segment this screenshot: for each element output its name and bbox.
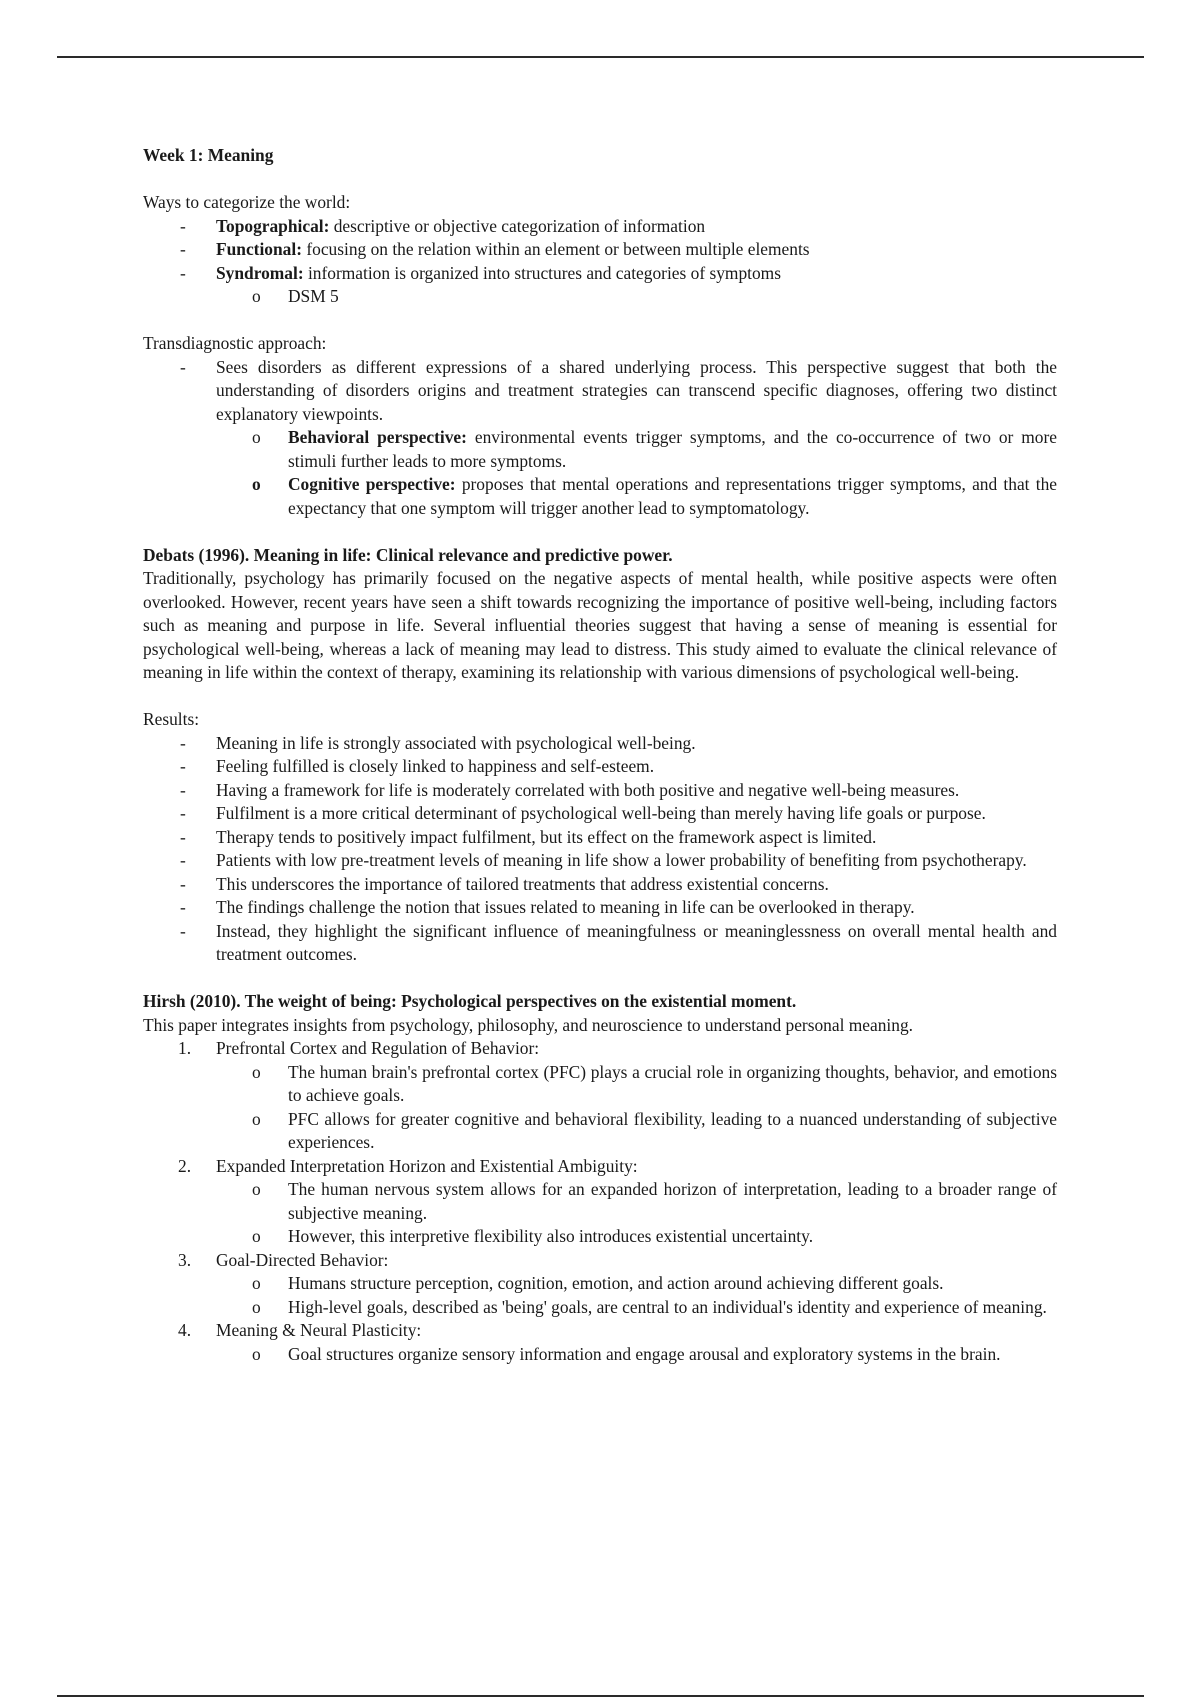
numbered-section: 3. Goal-Directed Behavior: [143, 1249, 1057, 1273]
result-item: - Having a framework for life is moderately correlated with both positive and negative well-being measures. [143, 779, 1057, 803]
debats-body: Traditionally, psychology has primarily focused on the negative aspects of mental health, while positive aspects were often overlooked. However, recent years have seen a shift towards recognizing the importance of positive well-being, including factors such as meaning and purpose in life. Several influential theories suggest that having a sense of meaning is essential for psychological well-being, whereas a lack of meaning may lead to distress. This study aimed to evaluate the clinical relevance of meaning in life within the context of therapy, examining its relationship with various dimensions of psychological well-being. [143, 568, 1057, 682]
section-number: 4. [178, 1320, 192, 1340]
document-page [143, 144, 1057, 1366]
circle-marker: o [252, 1343, 261, 1364]
dash-marker: - [180, 215, 186, 236]
numbered-section: 1. Prefrontal Cortex and Regulation of Behavior: [143, 1037, 1057, 1061]
dash-marker: - [180, 779, 186, 800]
section-number: 1. [178, 1038, 192, 1058]
result-item: - This underscores the importance of tailored treatments that address existential concerns. [143, 873, 1057, 897]
numbered-section: 2. Expanded Interpretation Horizon and Existential Ambiguity: [143, 1155, 1057, 1179]
result-item: - Patients with low pre-treatment levels of meaning in life show a lower probability of benefiting from psychotherapy. [143, 849, 1057, 873]
result-item: - Meaning in life is strongly associated with psychological well-being. [143, 732, 1057, 756]
numbered-section: 4. Meaning & Neural Plasticity: [143, 1319, 1057, 1343]
circle-marker: o [252, 1179, 261, 1199]
sub-list-item: o Behavioral perspective: environmental events trigger symptoms, and the co-occurrence of two or more stimuli further leads to more symptoms. [252, 427, 1057, 471]
sub-list-item: o PFC allows for greater cognitive and behavioral flexibility, leading to a nuanced understanding of subjective experiences. [252, 1108, 1057, 1152]
sub-list-item: o Goal structures organize sensory information and engage arousal and exploratory systems in the brain. [143, 1343, 1057, 1367]
week-title: Week 1: Meaning [143, 145, 274, 165]
result-item: - Therapy tends to positively impact fulfilment, but its effect on the framework aspect is limited. [143, 826, 1057, 850]
circle-marker: o [252, 286, 261, 306]
dash-marker: - [180, 897, 186, 917]
circle-marker: o [252, 1273, 261, 1293]
dash-marker: - [180, 920, 186, 941]
transdiagnostic-intro: Transdiagnostic approach: [143, 333, 327, 353]
dash-marker: - [180, 239, 186, 259]
hirsh-intro: This paper integrates insights from psychology, philosophy, and neuroscience to understand personal meaning. [143, 1014, 914, 1035]
dash-marker: - [180, 262, 186, 283]
debats-heading: Debats (1996). Meaning in life: Clinical relevance and predictive power. [143, 544, 673, 565]
result-item: - The findings challenge the notion that issues related to meaning in life can be overlooked in therapy. [143, 896, 1057, 920]
sub-list-item: o Cognitive perspective: proposes that mental operations and representations trigger symptoms, and that the expectancy that one symptom will trigger another lead to symptomatology. [252, 474, 1058, 518]
dash-marker: - [180, 356, 186, 377]
list-item: - Sees disorders as different expressions of a shared underlying process. This perspective suggest that both the understanding of disorders origins and treatment strategies can transcend specific diagnoses, offering two distinct explanatory viewpoints. [180, 356, 1057, 424]
dash-marker: - [180, 873, 186, 894]
circle-marker: o [252, 1061, 261, 1082]
hirsh-heading: Hirsh (2010). The weight of being: Psychological perspectives on the existential moment. [143, 991, 797, 1011]
circle-marker: o [252, 1226, 261, 1246]
sub-list-item: o However, this interpretive flexibility also introduces existential uncertainty. [143, 1225, 1057, 1249]
results-label: Results: [143, 709, 200, 729]
circle-marker: o [252, 427, 261, 447]
sub-list-item: o The human nervous system allows for an expanded horizon of interpretation, leading to a broader range of subjective meaning. [252, 1179, 1057, 1223]
dash-marker: - [180, 826, 186, 847]
dash-marker: - [180, 756, 186, 776]
sub-list-item: o The human brain's prefrontal cortex (PFC) plays a crucial role in organizing thoughts, behavior, and emotions to achieve goals. [252, 1061, 1057, 1105]
top-rule [57, 56, 1144, 58]
sub-list-item: o High-level goals, described as 'being' goals, are central to an individual's identity and experience of meaning. [143, 1296, 1057, 1320]
list-item: - Functional: focusing on the relation within an element or between multiple elements [143, 238, 1057, 262]
list-item: - Topographical: descriptive or objective categorization of information [143, 215, 1057, 239]
circle-marker: o [252, 1108, 261, 1129]
result-item: - Fulfilment is a more critical determinant of psychological well-being than merely having life goals or purpose. [143, 802, 1057, 826]
sub-list-item: o DSM 5 [143, 285, 1057, 309]
section-number: 2. [178, 1155, 192, 1176]
result-item: - Feeling fulfilled is closely linked to happiness and self-esteem. [143, 755, 1057, 779]
dash-marker: - [180, 850, 186, 870]
list-item: - Syndromal: information is organized into structures and categories of symptoms [143, 262, 1057, 286]
circle-marker: o [252, 1296, 261, 1317]
bottom-rule [57, 1695, 1144, 1697]
section-number: 3. [178, 1249, 192, 1270]
dash-marker: - [180, 732, 186, 753]
circle-marker: o [252, 474, 261, 494]
dash-marker: - [180, 803, 186, 823]
categorize-intro: Ways to categorize the world: [143, 192, 351, 212]
sub-list-item: o Humans structure perception, cognition, emotion, and action around achieving different goals. [143, 1272, 1057, 1296]
result-item: - Instead, they highlight the significant influence of meaningfulness or meaninglessness on overall mental health and treatment outcomes. [180, 920, 1057, 964]
